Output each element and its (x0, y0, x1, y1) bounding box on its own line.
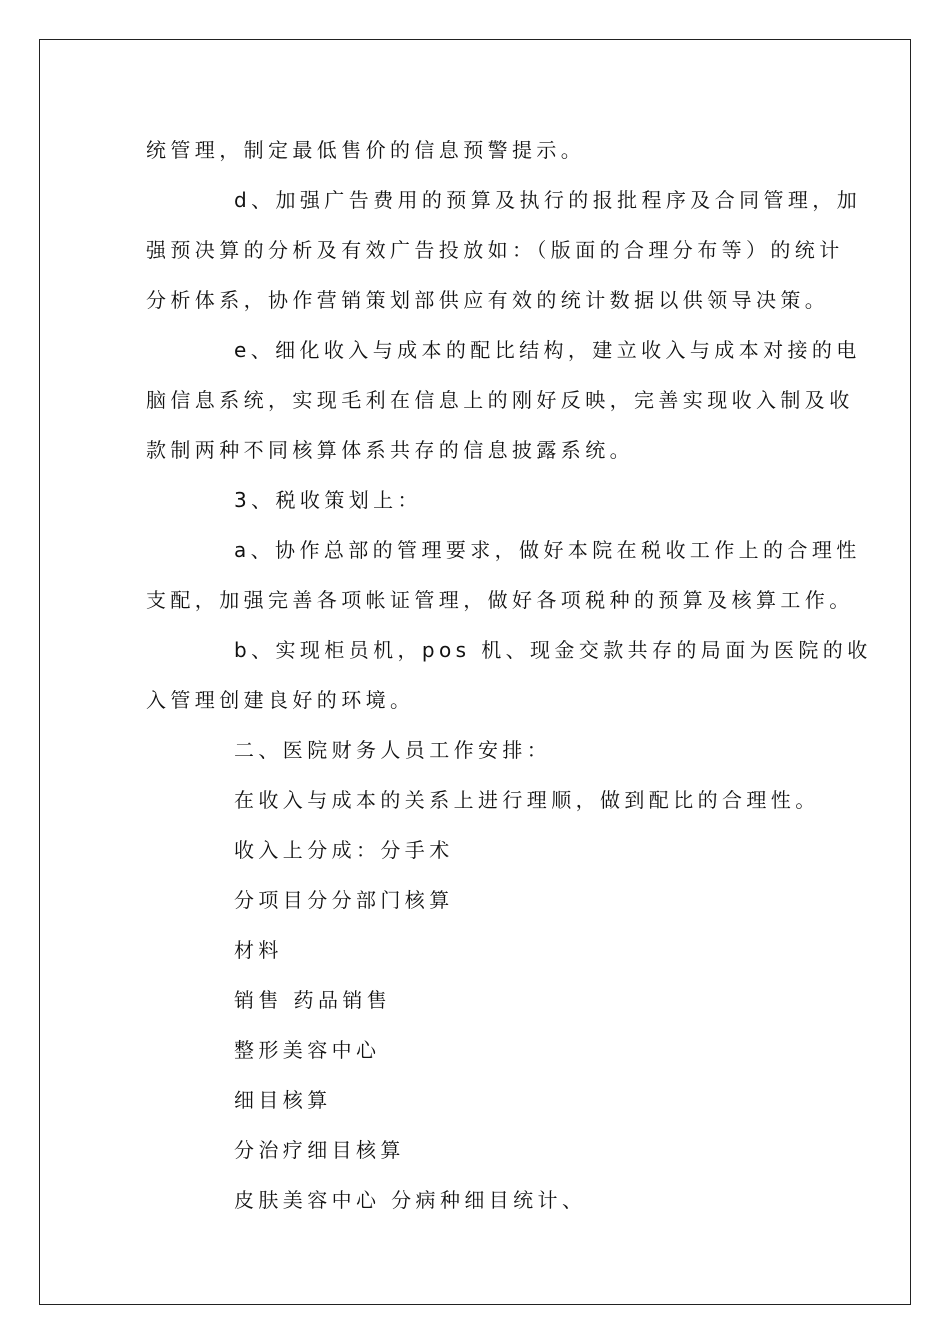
text-line: e、细化收入与成本的配比结构，建立收入与成本对接的电 (234, 338, 861, 362)
text-line: 强预决算的分析及有效广告投放如：（版面的合理分布等）的统计 (146, 238, 844, 262)
list-item: 分治疗细目核算 (234, 1138, 405, 1162)
list-item: 整形美容中心 (234, 1038, 381, 1062)
text-line: d、加强广告费用的预算及执行的报批程序及合同管理，加 (234, 188, 862, 212)
text-line: 脑信息系统，实现毛利在信息上的刚好反映，完善实现收入制及收 (146, 388, 854, 412)
section-heading: 3、税收策划上： (234, 488, 422, 512)
text-line: 在收入与成本的关系上进行理顺，做到配比的合理性。 (234, 788, 820, 812)
text-line: 统管理，制定最低售价的信息预警提示。 (146, 138, 586, 162)
text-line: a、协作总部的管理要求，做好本院在税收工作上的合理性 (234, 538, 861, 562)
section-heading: 二、医院财务人员工作安排： (234, 738, 552, 762)
list-item: 分项目分分部门核算 (234, 888, 454, 912)
list-item: 细目核算 (234, 1088, 332, 1112)
list-item: 收入上分成：分手术 (234, 838, 454, 862)
list-item: 销售 药品销售 (234, 988, 392, 1012)
text-line: 支配，加强完善各项帐证管理，做好各项税种的预算及核算工作。 (146, 588, 854, 612)
text-line: 分析体系，协作营销策划部供应有效的统计数据以供领导决策。 (146, 288, 830, 312)
list-item: 材料 (234, 938, 283, 962)
text-line: 款制两种不同核算体系共存的信息披露系统。 (146, 438, 634, 462)
text-line: 入管理创建良好的环境。 (146, 688, 415, 712)
text-line: b、实现柜员机，pos 机、现金交款共存的局面为医院的收 (234, 638, 872, 662)
list-item: 皮肤美容中心 分病种细目统计、 (234, 1188, 587, 1212)
